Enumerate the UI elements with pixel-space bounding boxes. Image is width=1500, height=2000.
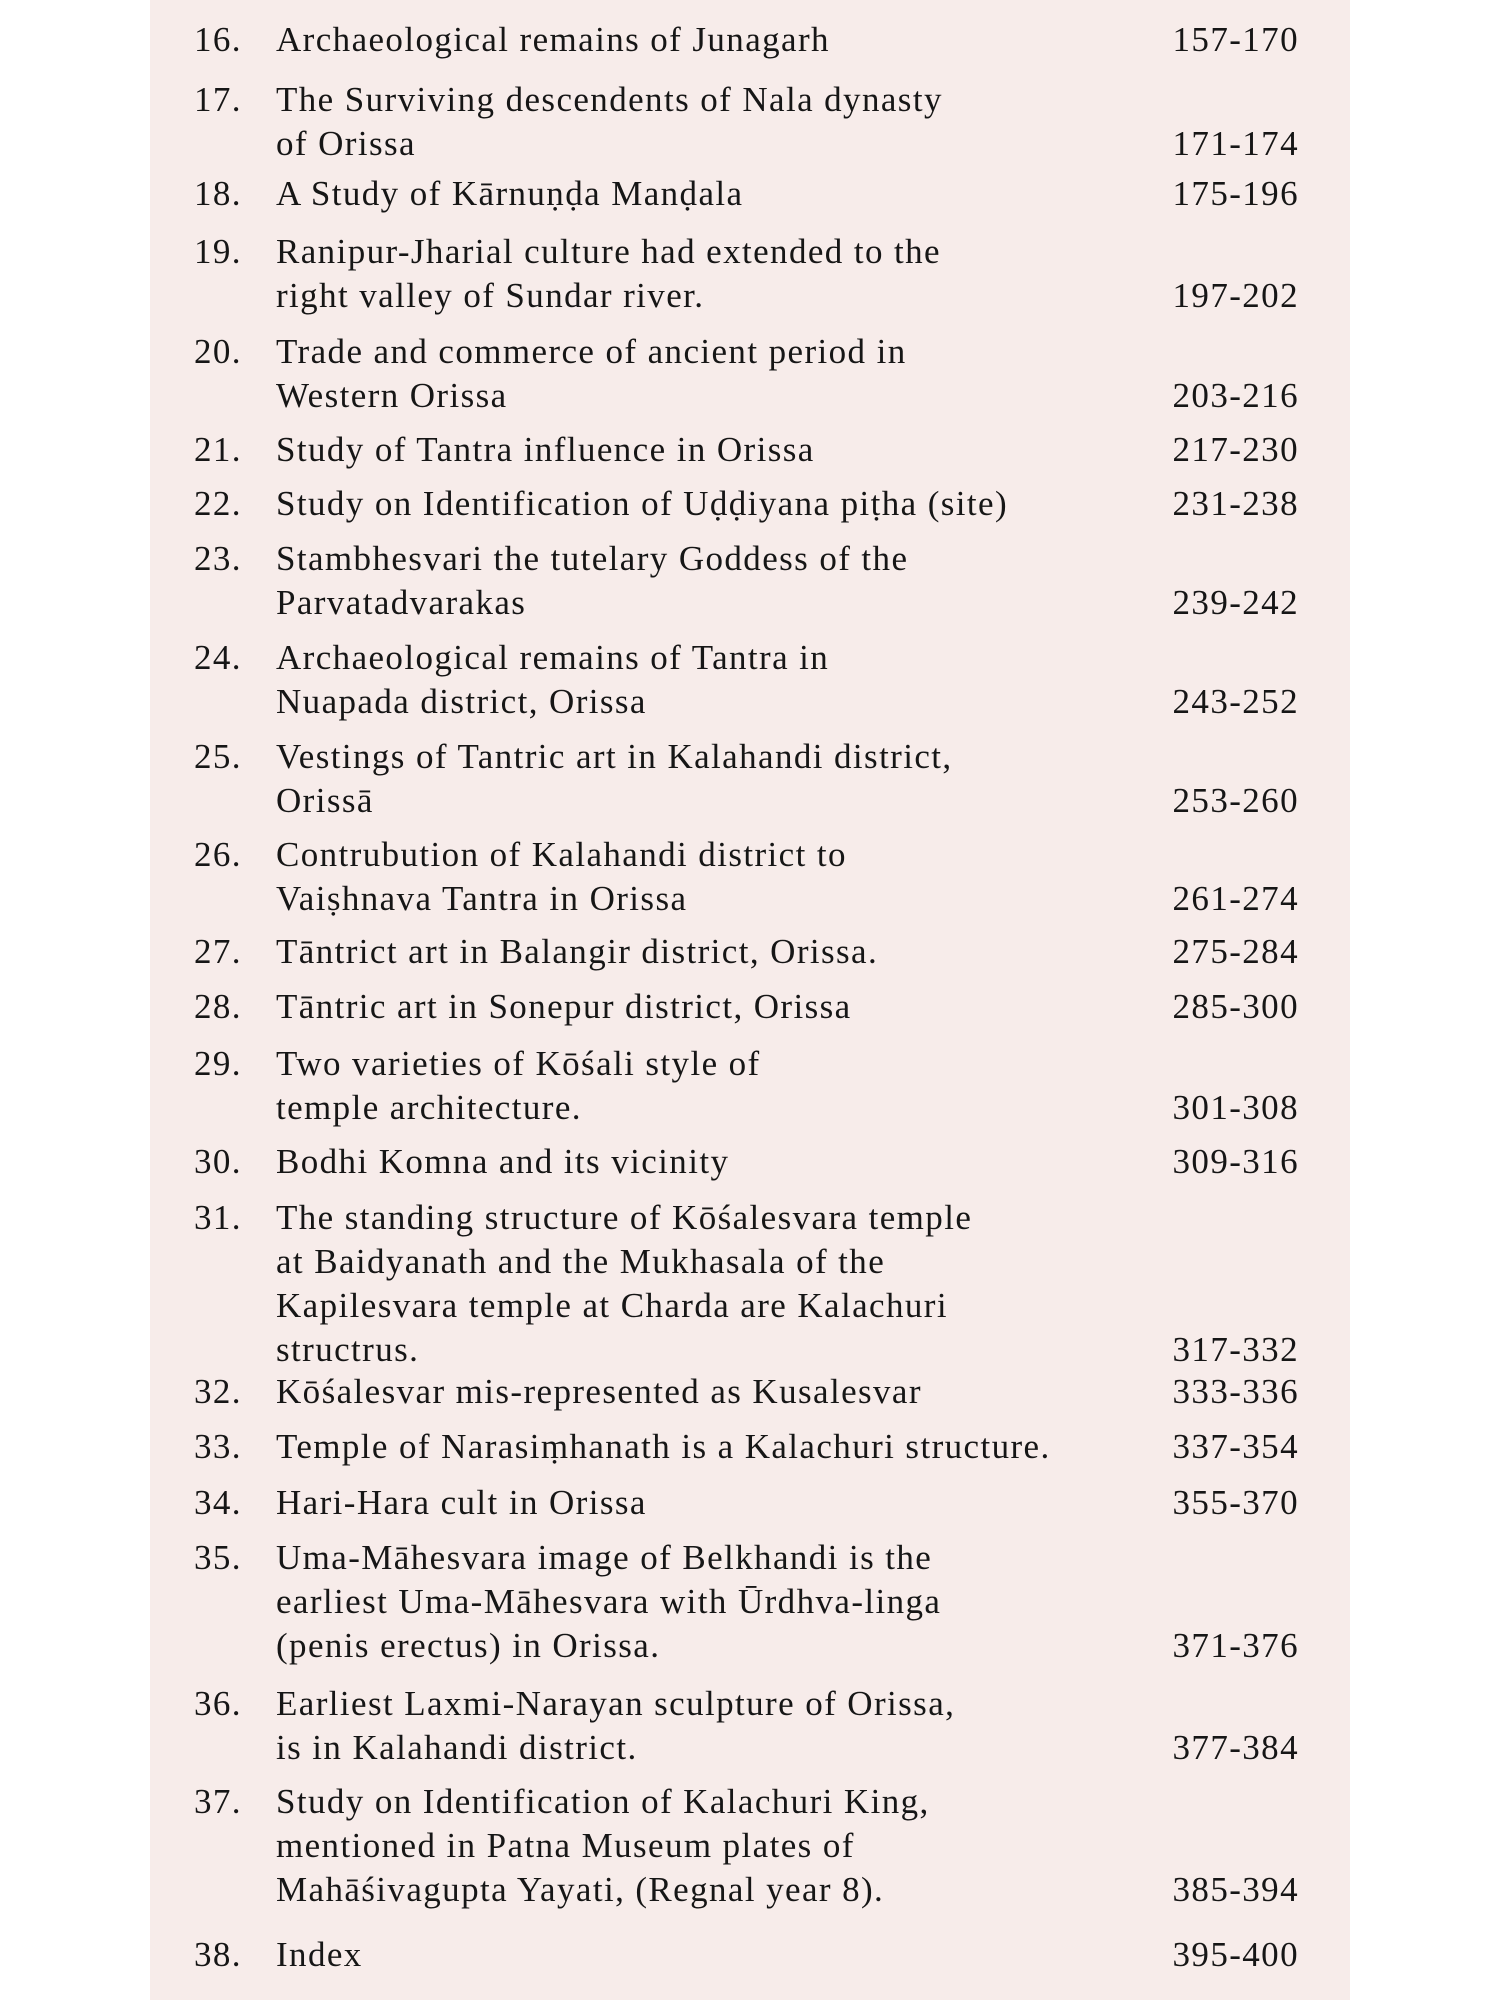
toc-entry-pages: 217-230	[1172, 430, 1299, 469]
toc-entry-title: Tāntrict art in Balangir district, Orissa.	[276, 932, 879, 971]
toc-entry-title: Ranipur-Jharial culture had extended to the right valley of Sundar river.	[276, 232, 941, 315]
toc-entry-pages: 275-284	[1172, 932, 1299, 971]
toc-entry-number: 25.	[194, 737, 242, 776]
toc-entry-number: 26.	[194, 835, 242, 874]
toc-entry-pages: 243-252	[1172, 682, 1299, 721]
toc-entry-pages: 203-216	[1172, 376, 1299, 415]
toc-entry-pages: 333-336	[1172, 1372, 1299, 1411]
toc-entry-pages: 309-316	[1172, 1142, 1299, 1181]
toc-entry-number: 30.	[194, 1142, 242, 1181]
toc-entry-pages: 377-384	[1172, 1728, 1299, 1767]
book-page	[150, 0, 1350, 2000]
toc-entry-number: 31.	[194, 1198, 242, 1237]
toc-entry-number: 34.	[194, 1483, 242, 1522]
toc-entry-title: Temple of Narasiṃhanath is a Kalachuri structure.	[276, 1427, 1051, 1466]
toc-entry	[194, 1780, 1299, 1912]
toc-entry-number: 32.	[194, 1372, 242, 1411]
toc-entry-number: 20.	[194, 332, 242, 371]
toc-entry-number: 18.	[194, 174, 242, 213]
toc-entry-number: 24.	[194, 638, 242, 677]
toc-entry	[194, 636, 1299, 724]
toc-entry-pages: 337-354	[1172, 1427, 1299, 1466]
toc-entry-title: Index	[276, 1935, 363, 1974]
toc-entry	[194, 1536, 1299, 1668]
toc-entry	[194, 537, 1299, 625]
toc-entry-number: 17.	[194, 80, 242, 119]
toc-entry	[194, 1370, 1299, 1414]
toc-entry-pages: 231-238	[1172, 484, 1299, 523]
toc-entry	[194, 985, 1299, 1029]
toc-entry	[194, 1425, 1299, 1469]
toc-entry-pages: 171-174	[1172, 124, 1299, 163]
toc-entry	[194, 230, 1299, 318]
toc-entry-title: Tāntric art in Sonepur district, Orissa	[276, 987, 852, 1026]
toc-entry	[194, 1481, 1299, 1525]
toc-entry	[194, 1933, 1299, 1977]
toc-entry-title: Study of Tantra influence in Orissa	[276, 430, 815, 469]
toc-entry	[194, 1042, 1299, 1130]
toc-entry-title: Archaeological remains of Tantra in Nuapada district, Orissa	[276, 638, 830, 721]
toc-entry-number: 21.	[194, 430, 242, 469]
toc-entry-title: A Study of Kārnuṇḍa Manḍala	[276, 174, 744, 213]
toc-entry-title: Earliest Laxmi-Narayan sculpture of Orissa, is in Kalahandi district.	[276, 1684, 956, 1767]
toc-entry	[194, 482, 1299, 526]
toc-entry-title: Kōśalesvar mis-represented as Kusalesvar	[276, 1372, 922, 1411]
toc-entry-pages: 301-308	[1172, 1088, 1299, 1127]
toc-entry-title: Vestings of Tantric art in Kalahandi district, Orissā	[276, 737, 953, 820]
toc-entry	[194, 1682, 1299, 1770]
toc-entry-pages: 385-394	[1172, 1870, 1299, 1909]
toc-entry	[194, 330, 1299, 418]
toc-entry-pages: 261-274	[1172, 879, 1299, 918]
toc-entry	[194, 735, 1299, 823]
toc-entry-number: 16.	[194, 20, 242, 59]
toc-entry-pages: 175-196	[1172, 174, 1299, 213]
toc-entry-number: 23.	[194, 539, 242, 578]
toc-entry-pages: 285-300	[1172, 987, 1299, 1026]
toc-entry	[194, 833, 1299, 921]
toc-entry-title: Hari-Hara cult in Orissa	[276, 1483, 647, 1522]
toc-entry	[194, 18, 1299, 62]
toc-entry-number: 19.	[194, 232, 242, 271]
toc-entry-number: 35.	[194, 1538, 242, 1577]
toc-entry	[194, 1196, 1299, 1372]
toc-entry-pages: 197-202	[1172, 276, 1299, 315]
toc-entry-number: 33.	[194, 1427, 242, 1466]
toc-entry	[194, 172, 1299, 216]
toc-entry-title: Stambhesvari the tutelary Goddess of the Parvatadvarakas	[276, 539, 909, 622]
table-of-contents	[150, 0, 1350, 2000]
toc-entry-title: The standing structure of Kōśalesvara temple at Baidyanath and the Mukhasala of the Kapilesvara temple at Charda are Kalachuri structrus.	[276, 1198, 973, 1369]
toc-entry-pages: 239-242	[1172, 583, 1299, 622]
toc-entry	[194, 1140, 1299, 1184]
toc-entry-title: The Surviving descendents of Nala dynasty of Orissa	[276, 80, 943, 163]
toc-entry-title: Contrubution of Kalahandi district to Vaiṣhnava Tantra in Orissa	[276, 835, 847, 918]
toc-entry-title: Archaeological remains of Junagarh	[276, 20, 830, 59]
toc-entry-number: 37.	[194, 1782, 242, 1821]
toc-entry-title: Bodhi Komna and its vicinity	[276, 1142, 730, 1181]
toc-entry-pages: 371-376	[1172, 1626, 1299, 1665]
toc-entry-number: 27.	[194, 932, 242, 971]
toc-entry-title: Study on Identification of Uḍḍiyana piṭha (site)	[276, 484, 1009, 523]
toc-entry-title: Two varieties of Kōśali style of temple architecture.	[276, 1044, 761, 1127]
toc-entry-pages: 253-260	[1172, 781, 1299, 820]
toc-entry-title: Uma-Māhesvara image of Belkhandi is the earliest Uma-Māhesvara with Ūrdhva-linga (penis erectus) in Orissa.	[276, 1538, 942, 1665]
toc-entry-title: Study on Identification of Kalachuri King, mentioned in Patna Museum plates of Mahāśivagupta Yayati, (Regnal year 8).	[276, 1782, 930, 1909]
toc-entry-pages: 317-332	[1172, 1330, 1299, 1369]
toc-entry	[194, 428, 1299, 472]
toc-entry-pages: 157-170	[1172, 20, 1299, 59]
toc-entry-number: 28.	[194, 987, 242, 1026]
toc-entry-pages: 395-400	[1172, 1935, 1299, 1974]
toc-entry-number: 36.	[194, 1684, 242, 1723]
toc-entry	[194, 930, 1299, 974]
toc-entry	[194, 78, 1299, 166]
toc-entry-number: 29.	[194, 1044, 242, 1083]
toc-entry-pages: 355-370	[1172, 1483, 1299, 1522]
toc-entry-number: 22.	[194, 484, 242, 523]
toc-entry-number: 38.	[194, 1935, 242, 1974]
toc-entry-title: Trade and commerce of ancient period in Western Orissa	[276, 332, 907, 415]
